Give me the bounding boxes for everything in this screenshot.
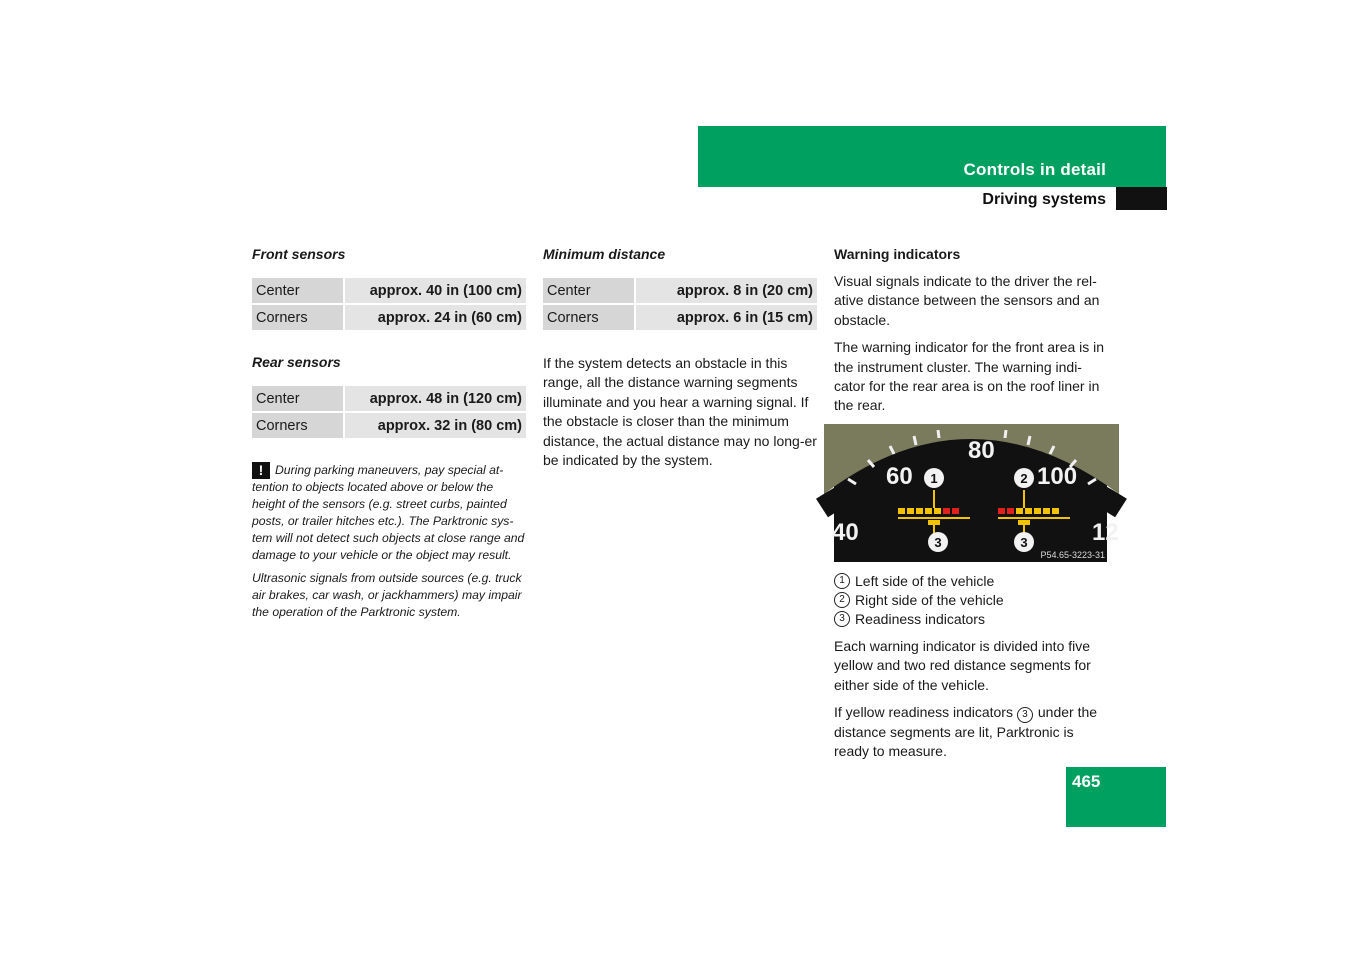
legend-item <box>834 610 1108 629</box>
legend-number: 3 <box>834 611 850 627</box>
minimum-distance-table <box>543 278 817 332</box>
legend-number: 2 <box>834 592 850 608</box>
callout-2: 2 <box>1020 470 1028 486</box>
legend-number: 1 <box>834 573 850 589</box>
row-label: Center <box>543 278 635 304</box>
para-text: If yellow readiness indicators <box>834 704 1013 721</box>
table-row <box>252 412 526 439</box>
row-label: Center <box>252 278 344 304</box>
legend-text: Left side of the vehicle <box>855 572 995 589</box>
table-row <box>543 304 817 331</box>
callout-3-left: 3 <box>934 534 942 550</box>
section-title: Controls in detail <box>963 160 1106 179</box>
note-paragraph-2: Ultrasonic signals from outside sources (e.g. truck air brakes, car wash, or jackhammers) may impair the operation of the Parktronic system. <box>252 571 522 619</box>
note-text: During parking maneuvers, pay special at-tention to objects located above or below the height of the sensors (e.g. street curbs, painted posts, or trailer hitches etc.). The Parktronic sys-tem will not detect such objects at close range and damage to your vehicle or the object may result. <box>252 463 525 562</box>
column-middle <box>543 246 817 478</box>
warning-icon: ! <box>252 462 270 479</box>
row-value: approx. 6 in (15 cm) <box>635 304 817 331</box>
callout-3-right: 3 <box>1020 534 1028 550</box>
note-paragraph <box>252 462 526 564</box>
table-row <box>252 386 526 412</box>
legend-item <box>834 572 1108 591</box>
row-value: approx. 8 in (20 cm) <box>635 278 817 304</box>
paragraph: Visual signals indicate to the driver the rel-ative distance between the sensors and an obstacle. <box>834 273 1100 328</box>
front-sensors-table <box>252 278 526 332</box>
paragraph: Each warning indicator is divided into five yellow and two red distance segments for either side of the vehicle. <box>834 637 1091 693</box>
speed-label: 80 <box>968 436 995 464</box>
inline-callout-number: 3 <box>1017 707 1033 723</box>
table-row <box>252 304 526 331</box>
instrument-cluster-figure <box>832 424 1119 562</box>
table-row <box>543 278 817 304</box>
column-left <box>252 246 526 627</box>
minimum-distance-paragraph: If the system detects an obstacle in this range, all the distance warning segments illuminate and you hear a warning signal. If the obstacle is closer than the minimum distance, the actual distance may no long-er be indicated by the system. <box>543 355 817 469</box>
row-label: Corners <box>252 304 344 331</box>
speed-label: 12 <box>1092 518 1119 546</box>
figure-legend <box>834 572 1108 629</box>
row-value: approx. 24 in (60 cm) <box>344 304 526 331</box>
para-text: under the distance segments are lit, Parktronic is ready to measure. <box>834 704 1098 760</box>
row-value: approx. 40 in (100 cm) <box>344 278 526 304</box>
legend-text: Right side of the vehicle <box>855 591 1004 608</box>
paragraph: The warning indicator for the front area is in the instrument cluster. The warning indi-cator for the rear area is on the roof liner in the rear. <box>834 339 1105 414</box>
warning-note <box>252 462 526 621</box>
figure-code: P54.65-3223-31 <box>1040 549 1105 560</box>
rear-sensors-heading: Rear sensors <box>252 354 341 370</box>
row-value: approx. 32 in (80 cm) <box>344 412 526 439</box>
header-tab-marker <box>1116 187 1167 210</box>
subsection-title: Driving systems <box>982 191 1106 208</box>
column-right <box>832 246 1119 770</box>
table-row <box>252 278 526 304</box>
speed-label: 40 <box>832 518 859 546</box>
callout-1: 1 <box>930 470 938 486</box>
rear-sensors-table <box>252 386 526 440</box>
speed-label: 100 <box>1037 462 1078 490</box>
warning-indicators-heading: Warning indicators <box>834 246 961 262</box>
minimum-distance-heading: Minimum distance <box>543 246 666 262</box>
row-label: Corners <box>252 412 344 439</box>
row-value: approx. 48 in (120 cm) <box>344 386 526 412</box>
page-number: 465 <box>1072 772 1101 791</box>
paragraph <box>834 703 1108 762</box>
row-label: Corners <box>543 304 635 331</box>
speed-label: 60 <box>886 462 913 490</box>
legend-text: Readiness indicators <box>855 610 985 627</box>
legend-item <box>834 591 1108 610</box>
front-sensors-heading: Front sensors <box>252 246 346 262</box>
row-label: Center <box>252 386 344 412</box>
